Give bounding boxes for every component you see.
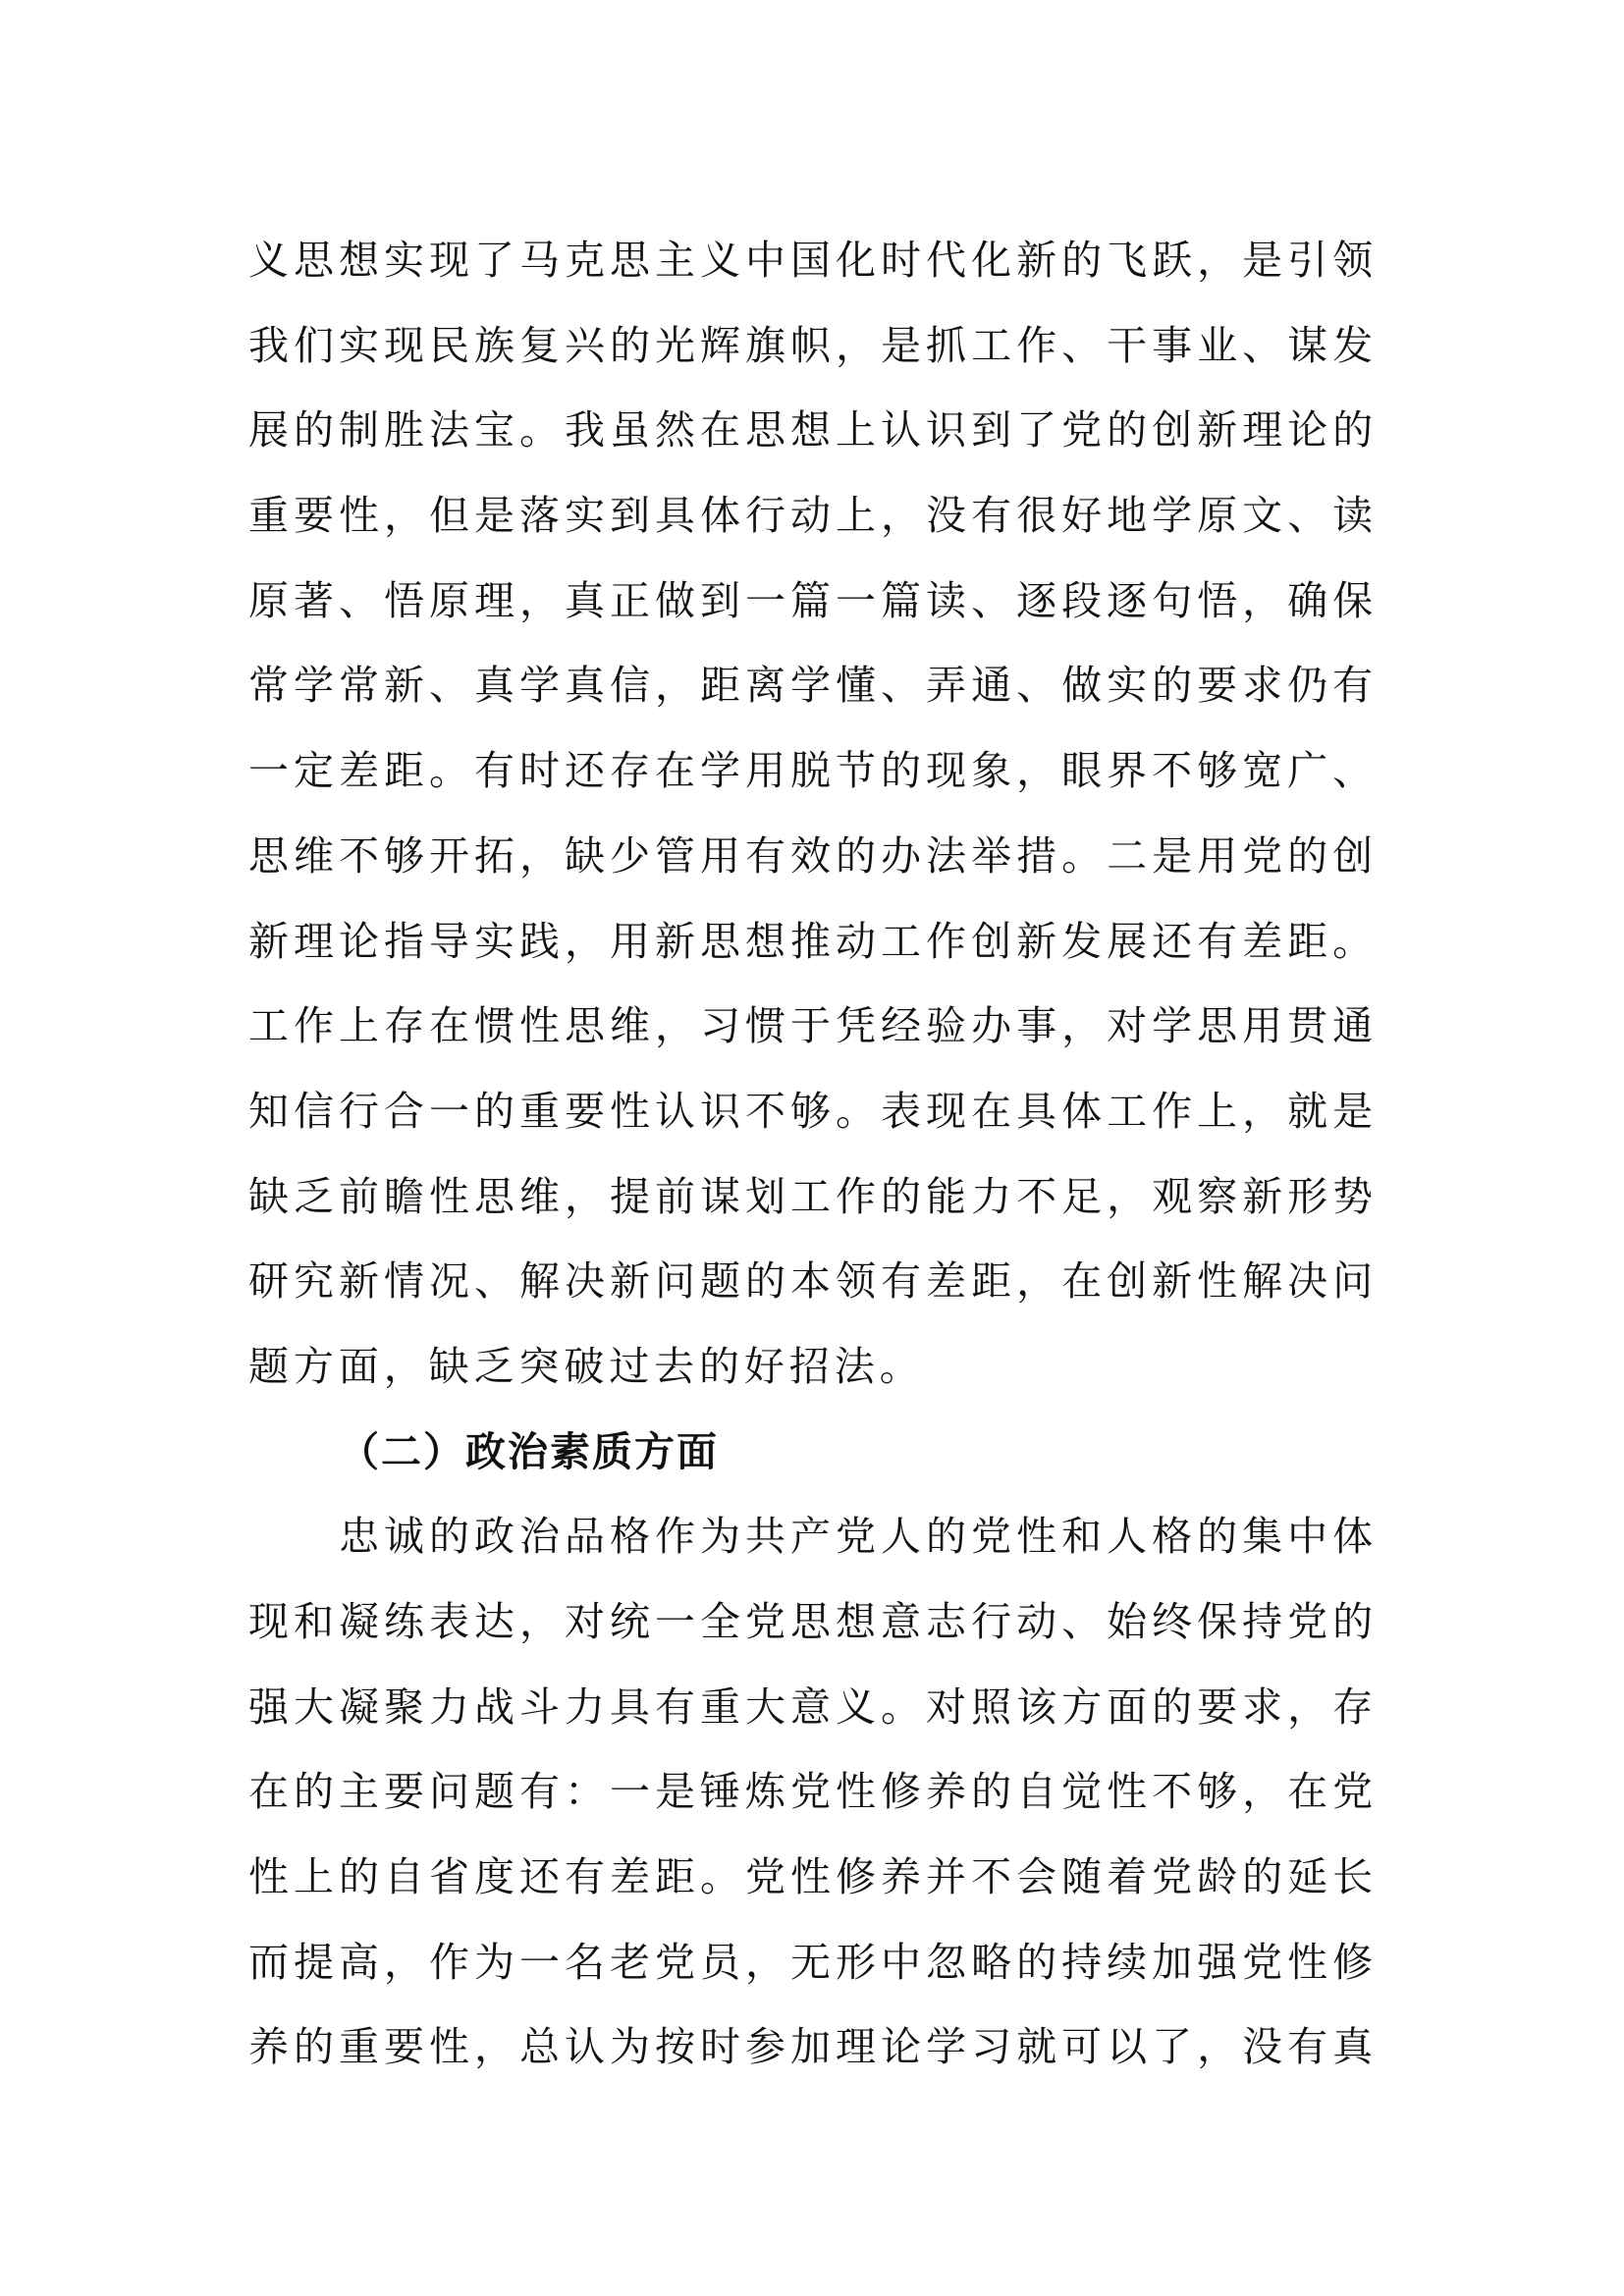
- text-line: 缺乏前瞻性思维，提前谋划工作的能力不足，观察新形势: [248, 1172, 1378, 1220]
- text-line: 忠诚的政治品格作为共产党人的党性和人格的集中体: [339, 1513, 1378, 1561]
- text-line: 思维不够开拓，缺少管用有效的办法举措。二是用党的创: [248, 831, 1378, 880]
- section-heading: （二）政治素质方面: [339, 1427, 719, 1475]
- text-line: 现和凝练表达，对统一全党思想意志行动、始终保持党的: [248, 1598, 1378, 1645]
- text-line: 工作上存在惯性思维，习惯于凭经验办事，对学思用贯通: [248, 1002, 1378, 1050]
- text-line: 义思想实现了马克思主义中国化时代化新的飞跃，是引领: [248, 237, 1378, 284]
- text-line: 而提高，作为一名老党员，无形中忽略的持续加强党性修: [248, 1938, 1378, 1986]
- text-line: 展的制胜法宝。我虽然在思想上认识到了党的创新理论的: [248, 406, 1378, 454]
- document-page: [248, 218, 1378, 2090]
- text-line: 题方面，缺乏突破过去的好招法。: [248, 1342, 925, 1390]
- text-line: 我们实现民族复兴的光辉旗帜，是抓工作、干事业、谋发: [248, 321, 1378, 369]
- text-line: 在的主要问题有：一是锤炼党性修养的自觉性不够，在党: [248, 1768, 1378, 1816]
- text-line: 性上的自省度还有差距。党性修养并不会随着党龄的延长: [248, 1853, 1378, 1901]
- text-line: 知信行合一的重要性认识不够。表现在具体工作上，就是: [248, 1087, 1378, 1135]
- text-line: 原著、悟原理，真正做到一篇一篇读、逐段逐句悟，确保: [248, 576, 1378, 624]
- text-line: 常学常新、真学真信，距离学懂、弄通、做实的要求仍有: [248, 662, 1378, 710]
- text-line: 研究新情况、解决新问题的本领有差距，在创新性解决问: [248, 1257, 1378, 1306]
- text-line: 重要性，但是落实到具体行动上，没有很好地学原文、读: [248, 492, 1378, 540]
- paragraph-2: [248, 1494, 1378, 2090]
- text-line: 强大凝聚力战斗力具有重大意义。对照该方面的要求，存: [248, 1682, 1378, 1731]
- paragraph-1: [248, 218, 1378, 1410]
- text-line: 养的重要性，总认为按时参加理论学习就可以了，没有真: [248, 2023, 1378, 2071]
- text-line: 一定差距。有时还存在学用脱节的现象，眼界不够宽广、: [248, 747, 1378, 795]
- text-line: 新理论指导实践，用新思想推动工作创新发展还有差距。: [248, 917, 1378, 965]
